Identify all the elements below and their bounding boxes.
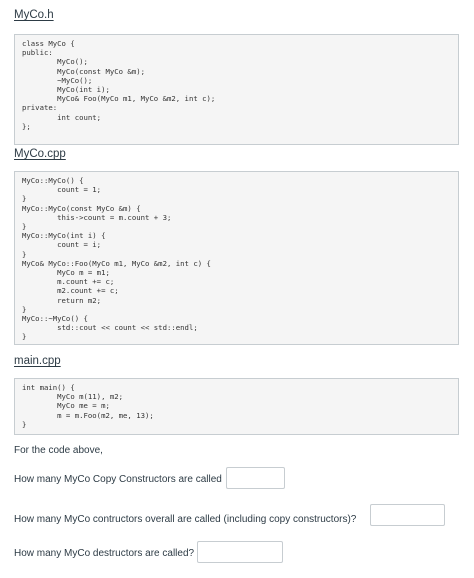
code-text-myco-h: class MyCo { public: MyCo(); MyCo(const MyCo &m); ~MyCo(); MyCo(int i); MyCo& Foo(MyCo m1, MyCo &m2, int c); private: int count; }; bbox=[22, 39, 216, 131]
question-copy-constructors-label: How many MyCo Copy Constructors are called bbox=[14, 474, 222, 485]
question-destructors-label: How many MyCo destructors are called? bbox=[14, 548, 195, 559]
copy-constructors-answer-input[interactable] bbox=[226, 467, 285, 489]
destructors-answer-input[interactable] bbox=[197, 541, 283, 563]
code-block-myco-cpp bbox=[14, 171, 459, 345]
code-text-main-cpp: int main() { MyCo m(11), m2; MyCo me = m; m = m.Foo(m2, me, 13); } bbox=[22, 383, 154, 429]
total-constructors-answer-input[interactable] bbox=[370, 504, 445, 526]
question-total-constructors-label: How many MyCo contructors overall are called (including copy constructors)? bbox=[14, 514, 357, 525]
code-block-myco-h bbox=[14, 34, 459, 145]
file-title-myco-h: MyCo.h bbox=[14, 9, 54, 21]
question-intro: For the code above, bbox=[14, 445, 103, 456]
code-block-main-cpp bbox=[14, 378, 459, 435]
code-text-myco-cpp: MyCo::MyCo() { count = 1; } MyCo::MyCo(const MyCo &m) { this->count = m.count + 3; } MyCo::MyCo(int i) { count = i; } MyCo& MyCo::Foo(MyCo m1, MyCo &m2, int c) { MyCo m = m1; m.count += c; m2.count += c; return m2; } MyCo::~MyCo() { std::cout << count << std::endl; } bbox=[22, 176, 211, 342]
file-title-main-cpp: main.cpp bbox=[14, 355, 61, 367]
file-title-myco-cpp: MyCo.cpp bbox=[14, 148, 66, 160]
